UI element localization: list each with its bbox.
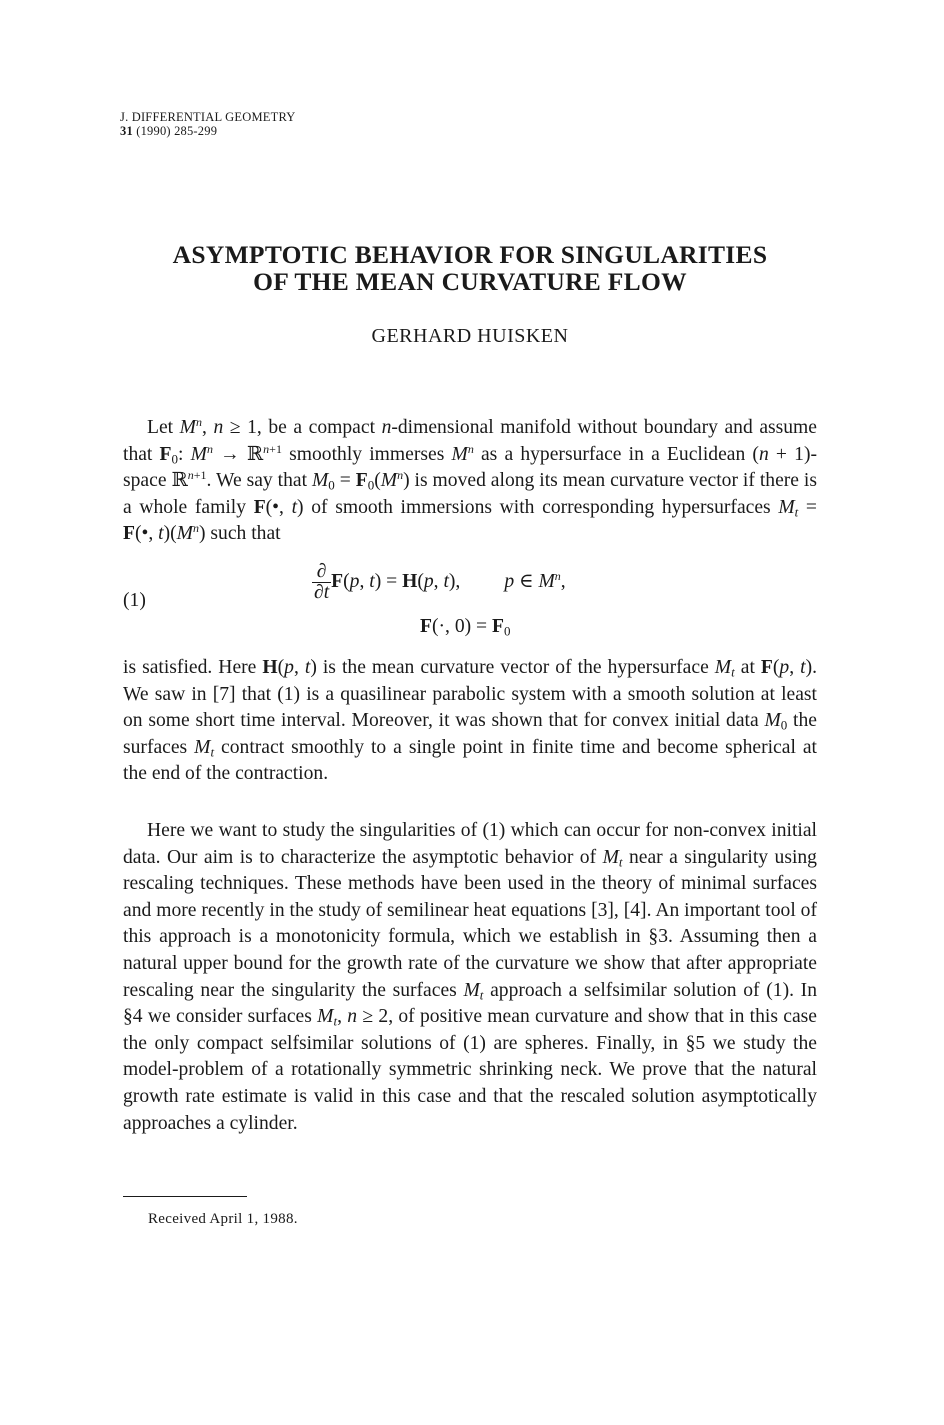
footnote-received: Received April 1, 1988. xyxy=(148,1211,298,1227)
journal-volume-line xyxy=(120,124,296,138)
journal-year-pages: (1990) 285-299 xyxy=(136,124,218,138)
equation-number: (1) xyxy=(123,590,146,611)
equation-line-1: $\frac{\partial}{\partial t}$ F(p, t) = H(p, t), p ∈ $M^n$, xyxy=(314,561,566,603)
equation-line-2: F(·, $0) = F_0$ xyxy=(420,616,511,639)
paragraph-intro xyxy=(123,415,817,548)
paragraph-2 xyxy=(123,655,817,788)
partial-derivative: $\frac{\partial}{\partial t}$ xyxy=(314,561,330,603)
footnote-rule xyxy=(123,1196,247,1197)
journal-volume: 31 xyxy=(120,124,133,138)
title-line-2: OF THE MEAN CURVATURE FLOW xyxy=(253,267,687,296)
paragraph-3 xyxy=(123,818,817,1137)
equation-condition: p ∈ $M^n$, xyxy=(504,568,566,592)
journal-header xyxy=(120,110,296,138)
intro-text: Let $M^n$, n ≥ 1, be a compact n-dimensional manifold without boundary and assume that $F_0$: $M^n$ → ℝ$^{n+1}$ smoothly immerses $M^n$ as a hypersurface in a Euclidean (n + 1)-space ℝ$^{n+1}$. We say that $M_0 = F_0(M^n)$ is moved along its mean curvature vector if there is a whole family F(•, t) of smooth immersions with corresponding hypersurfaces $M_t$ = F(•, $t)(M^n)$ such that xyxy=(123,414,817,545)
paper-author: GERHARD HUISKEN xyxy=(371,325,569,347)
paper-title xyxy=(100,241,840,295)
journal-name: J. DIFFERENTIAL GEOMETRY xyxy=(120,110,296,124)
paragraph-3-text: Here we want to study the singularities of (1) which can occur for non-convex initial data. Our aim is to characterize the asymptotic behavior of $M_t$ near a singularity using rescaling techniques. These methods have been used in the theory of minimal surfaces and more recently in the study of semilinear heat equations [3], [4]. An important tool of this approach is a monotonicity formula, which we establish in §3. Assuming then a natural upper bound for the growth rate of the curvature we show that after appropriate rescaling near the singularity the surfaces $M_t$ approach a selfsimilar solution of (1). In §4 we consider surfaces $M_t$, n ≥ 2, of positive mean curvature and show that in this case the only compact selfsimilar solutions of (1) are spheres. Finally, in §5 we study the model-problem of a rotationally symmetric shrinking neck. We prove that the natural growth rate estimate is valid in this case and that the rescaled solution asymptotically approaches a cylinder. xyxy=(123,820,818,1134)
paragraph-2-text: is satisfied. Here H(p, t) is the mean curvature vector of the hypersurface $M_t$ at F(p, t). We saw in [7] that (1) is a quasilinear parabolic system with a smooth solution at least on some short time interval. Moreover, it was shown that for convex initial data $M_0$ the surfaces $M_t$ contract smoothly to a single point in finite time and become spherical at the end of the contraction. xyxy=(123,657,818,785)
title-line-1: ASYMPTOTIC BEHAVIOR FOR SINGULARITIES xyxy=(172,240,768,269)
